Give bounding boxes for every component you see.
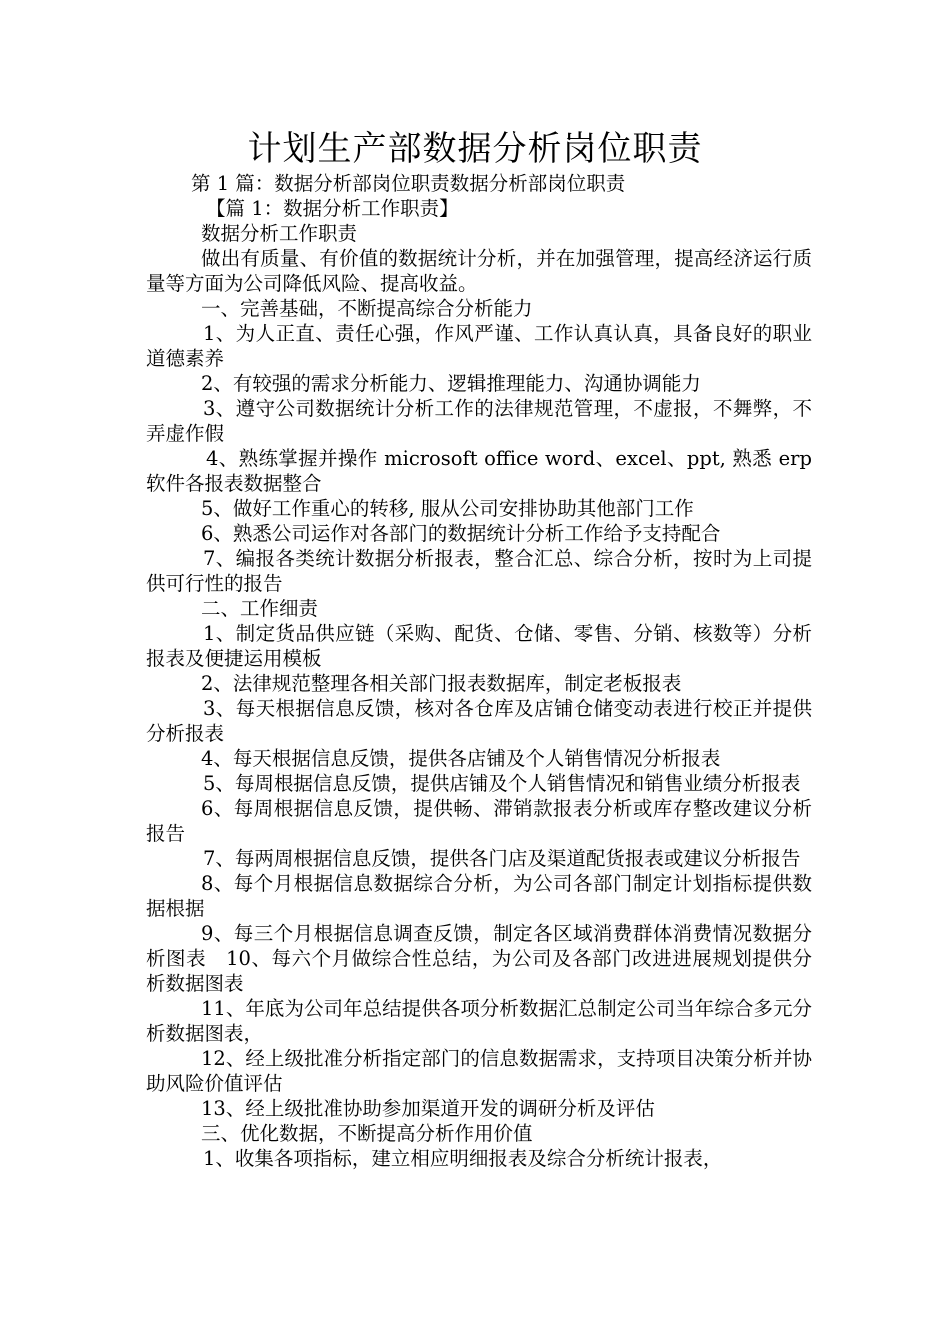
paragraph-item: 2、法律规范整理各相关部门报表数据库，制定老板报表 [201, 672, 682, 695]
paragraph-item: 1、收集各项指标，建立相应明细报表及综合分析统计报表， [203, 1147, 723, 1170]
paragraph-item: 7、编报各类统计数据分析报表，整合汇总、综合分析，按时为上司提供可行性的报告 [146, 547, 812, 595]
paragraph-intro: 做出有质量、有价值的数据统计分析，并在加强管理，提高经济运行质量等方面为公司降低风险、提高收益。 [146, 247, 812, 295]
paragraph-item: 8、每个月根据信息数据综合分析，为公司各部门制定计划指标提供数据根据 [146, 872, 812, 920]
paragraph-item: 2、有较强的需求分析能力、逻辑推理能力、沟通协调能力 [201, 372, 701, 395]
paragraph-section-1-heading: 一、完善基础，不断提高综合分析能力 [201, 297, 533, 320]
paragraph-item: 5、做好工作重心的转移, 服从公司安排协助其他部门工作 [201, 497, 694, 520]
paragraph-item: 1、为人正直、责任心强，作风严谨、工作认真认真，具备良好的职业道德素养 [146, 322, 812, 370]
paragraph-item: 3、遵守公司数据统计分析工作的法律规范管理，不虚报，不舞弊，不弄虚作假 [146, 397, 812, 445]
paragraph-item: 5、每周根据信息反馈，提供店铺及个人销售情况和销售业绩分析报表 [203, 772, 801, 795]
paragraph-item: 1、制定货品供应链（采购、配货、仓储、零售、分销、核数等）分析报表及便捷运用模板 [146, 622, 812, 670]
paragraph-item: 12、经上级批准分析指定部门的信息数据需求，支持项目决策分析并协助风险价值评估 [146, 1047, 812, 1095]
paragraph-item: 6、熟悉公司运作对各部门的数据统计分析工作给予支持配合 [201, 522, 721, 545]
paragraph-item: 7、每两周根据信息反馈，提供各门店及渠道配货报表或建议分析报告 [203, 847, 801, 870]
paragraph-item: 6、每周根据信息反馈，提供畅、滞销款报表分析或库存整改建议分析报告 [146, 797, 812, 845]
paragraph-item: 4、每天根据信息反馈，提供各店铺及个人销售情况分析报表 [201, 747, 721, 770]
document-title: 计划生产部数据分析岗位职责 [247, 129, 703, 169]
paragraph-item: 4、熟练掌握并操作 microsoft office word、excel、ppt, 熟悉 erp 软件各报表数据整合 [146, 447, 812, 495]
document-body [146, 171, 812, 1171]
paragraph-item: 9、每三个月根据信息调查反馈，制定各区域消费群体消费情况数据分析图表 10、每六个月做综合性总结，为公司及各部门改进进展规划提供分析数据图表 [146, 922, 812, 995]
paragraph-item: 3、每天根据信息反馈，核对各仓库及店铺仓储变动表进行校正并提供分析报表 [146, 697, 812, 745]
paragraph-item: 11、年底为公司年总结提供各项分析数据汇总制定公司当年综合多元分析数据图表， [146, 997, 812, 1045]
paragraph-section-2-heading: 二、工作细责 [201, 597, 319, 620]
paragraph-item: 13、经上级批准协助参加渠道开发的调研分析及评估 [201, 1097, 655, 1120]
paragraph-section-bracket-heading: 【篇 1：数据分析工作职责】 [206, 197, 459, 220]
paragraph-subtitle: 数据分析工作职责 [201, 222, 358, 245]
paragraph-article-heading: 第 1 篇：数据分析部岗位职责数据分析部岗位职责 [191, 172, 626, 195]
paragraph-section-3-heading: 三、优化数据，不断提高分析作用价值 [201, 1122, 533, 1145]
